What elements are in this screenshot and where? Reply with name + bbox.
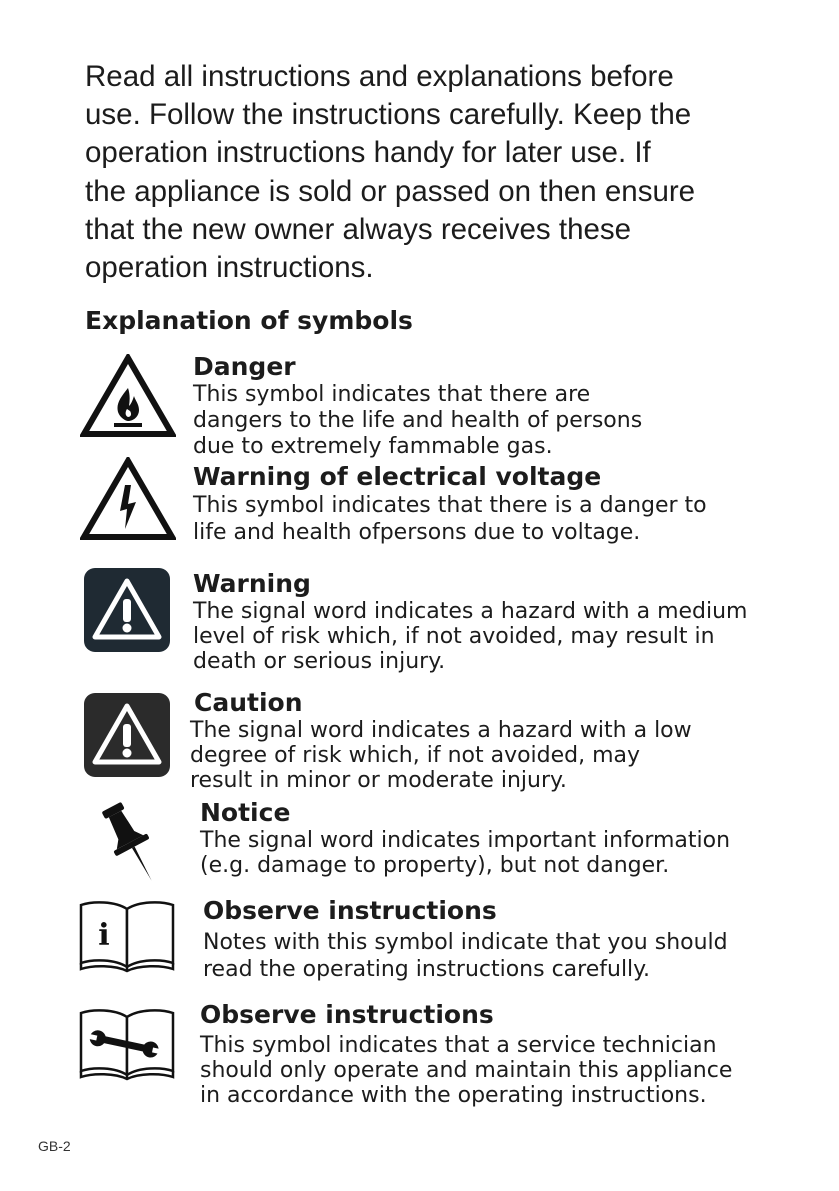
info-book-icon	[77, 897, 177, 973]
intro-paragraph: Read all instructions and explanations before use. Follow the instructions carefully. Keep the operation instructions handy for later use. If the appliance is sold or passed on then ensure that the new owner always receives these operation instructions.	[85, 60, 696, 285]
wrench-book-icon	[77, 1005, 177, 1081]
symbols-heading: Explanation of symbols	[85, 306, 413, 335]
symbol-description: The signal word indicates important information (e.g. damage to property), but not danger.	[200, 828, 731, 878]
electrical-voltage-triangle-icon	[80, 457, 176, 541]
flammable-hazard-triangle-icon	[80, 354, 176, 438]
symbol-entry-danger	[193, 352, 642, 460]
symbol-description: This symbol indicates that there are dangers to the life and health of persons due to extremely fammable gas.	[193, 382, 643, 459]
symbol-entry-observe-instructions-service	[200, 1000, 732, 1108]
symbol-description: This symbol indicates that there is a danger to life and health ofpersons due to voltage.	[193, 493, 707, 545]
caution-exclamation-icon	[83, 692, 171, 778]
symbol-description: This symbol indicates that a service technician should only operate and maintain this appliance in accordance with the operating instructions.	[200, 1033, 733, 1108]
symbol-description: The signal word indicates a hazard with a low degree of risk which, if not avoided, may result in minor or moderate injury.	[190, 718, 692, 793]
svg-text:i: i	[98, 918, 110, 953]
symbol-title: Warning of electrical voltage	[193, 462, 602, 491]
page-number: GB-2	[38, 1138, 71, 1154]
symbol-title: Notice	[200, 798, 291, 827]
symbol-title: Observe instructions	[203, 896, 497, 925]
symbol-title: Caution	[194, 688, 303, 717]
symbol-entry-observe-instructions	[203, 896, 728, 983]
symbol-title: Danger	[193, 352, 296, 381]
symbol-entry-warning	[193, 569, 747, 674]
symbol-entry-notice	[200, 798, 730, 878]
symbol-entry-caution	[190, 688, 692, 793]
symbol-description: The signal word indicates a hazard with a medium level of risk which, if not avoided, may result in death or serious injury.	[193, 599, 748, 674]
pushpin-icon	[100, 800, 160, 886]
warning-exclamation-icon	[83, 567, 171, 653]
symbol-description: Notes with this symbol indicate that you should read the operating instructions carefully.	[203, 930, 728, 982]
symbol-title: Observe instructions	[200, 1000, 494, 1029]
symbol-entry-electrical-voltage	[193, 462, 707, 546]
symbol-title: Warning	[193, 569, 311, 598]
